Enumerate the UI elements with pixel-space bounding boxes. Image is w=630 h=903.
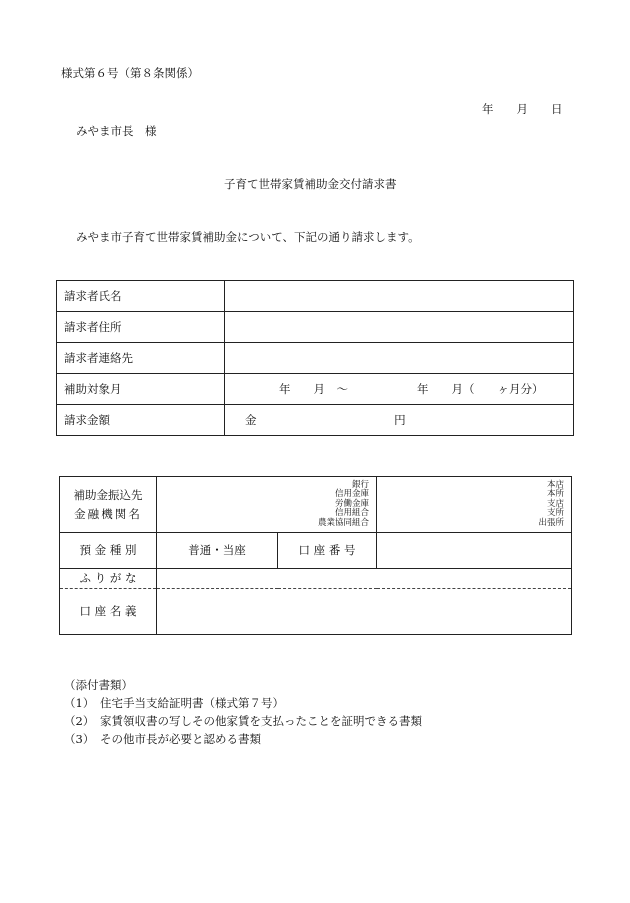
attachment-number: （1） (64, 696, 95, 710)
bank-name-field[interactable] (157, 477, 377, 533)
attachments-heading: （添付書類） (64, 678, 133, 692)
table-row (60, 533, 572, 569)
deposit-type-label: 預 金 種 別 (60, 533, 157, 569)
amount-unit: 円 (394, 413, 406, 427)
attachment-item (64, 714, 422, 728)
request-table (56, 280, 574, 436)
claimant-address-field[interactable] (225, 312, 574, 343)
intro-text: みやま市子育て世帯家賃補助金について、下記の通り請求します。 (76, 230, 420, 244)
table-row (57, 405, 574, 436)
table-row (60, 477, 572, 533)
institution-label-1: 補助金振込先 (73, 487, 143, 502)
branch-type-list (377, 481, 564, 529)
bank-type-list (157, 481, 369, 529)
document-title: 子育て世帯家賃補助金交付請求書 (224, 177, 397, 191)
target-month-value: 年 月 ～ 年 月（ ヶ月分） (279, 382, 544, 396)
table-row (60, 569, 572, 589)
attachment-number: （2） (64, 714, 95, 728)
claim-amount-field[interactable] (225, 405, 574, 436)
bank-type: 銀行 (351, 479, 369, 490)
claimant-contact-label: 請求者連絡先 (57, 343, 225, 374)
furigana-label: ふ り が な (60, 569, 157, 589)
bank-table (59, 476, 572, 635)
account-holder-field[interactable] (157, 589, 572, 635)
institution-label-2: 金融機関名 (74, 506, 142, 521)
bank-type: 信用組合 (334, 508, 369, 519)
claimant-address-label: 請求者住所 (57, 312, 225, 343)
claimant-contact-field[interactable] (225, 343, 574, 374)
date-line: 年 月 日 (482, 102, 563, 116)
institution-label-cell (60, 477, 157, 533)
target-month-field[interactable] (225, 374, 574, 405)
branch-type: 支店 (546, 498, 564, 509)
bank-type: 農業協同組合 (317, 517, 369, 528)
bank-type: 信用金庫 (334, 489, 369, 500)
attachment-text: その他市長が必要と認める書類 (100, 732, 261, 746)
furigana-field[interactable] (157, 569, 572, 589)
attachment-text: 住宅手当支給証明書（様式第７号） (100, 696, 284, 710)
table-row (57, 281, 574, 312)
bank-type: 労働金庫 (334, 498, 369, 509)
claim-amount-label: 請求金額 (57, 405, 225, 436)
target-month-label: 補助対象月 (57, 374, 225, 405)
table-row (60, 589, 572, 635)
branch-type: 出張所 (538, 517, 564, 528)
form-number: 様式第６号（第８条関係） (61, 66, 199, 80)
table-row (57, 374, 574, 405)
account-number-field[interactable] (377, 533, 572, 569)
attachment-item (64, 696, 284, 710)
claimant-name-label: 請求者氏名 (57, 281, 225, 312)
branch-type: 支所 (546, 508, 564, 519)
account-number-label: 口 座 番 号 (278, 533, 377, 569)
table-row (57, 343, 574, 374)
addressee: みやま市長 様 (76, 124, 157, 138)
table-row (57, 312, 574, 343)
account-holder-label: 口 座 名 義 (60, 589, 157, 635)
attachment-item (64, 732, 261, 746)
branch-name-field[interactable] (377, 477, 572, 533)
claimant-name-field[interactable] (225, 281, 574, 312)
branch-type: 本店 (546, 479, 564, 490)
branch-type: 本所 (546, 489, 564, 500)
attachment-number: （3） (64, 732, 95, 746)
amount-prefix: 金 (245, 413, 257, 427)
deposit-type-field[interactable]: 普通・当座 (157, 533, 278, 569)
attachment-text: 家賃領収書の写しその他家賃を支払ったことを証明できる書類 (100, 714, 422, 728)
